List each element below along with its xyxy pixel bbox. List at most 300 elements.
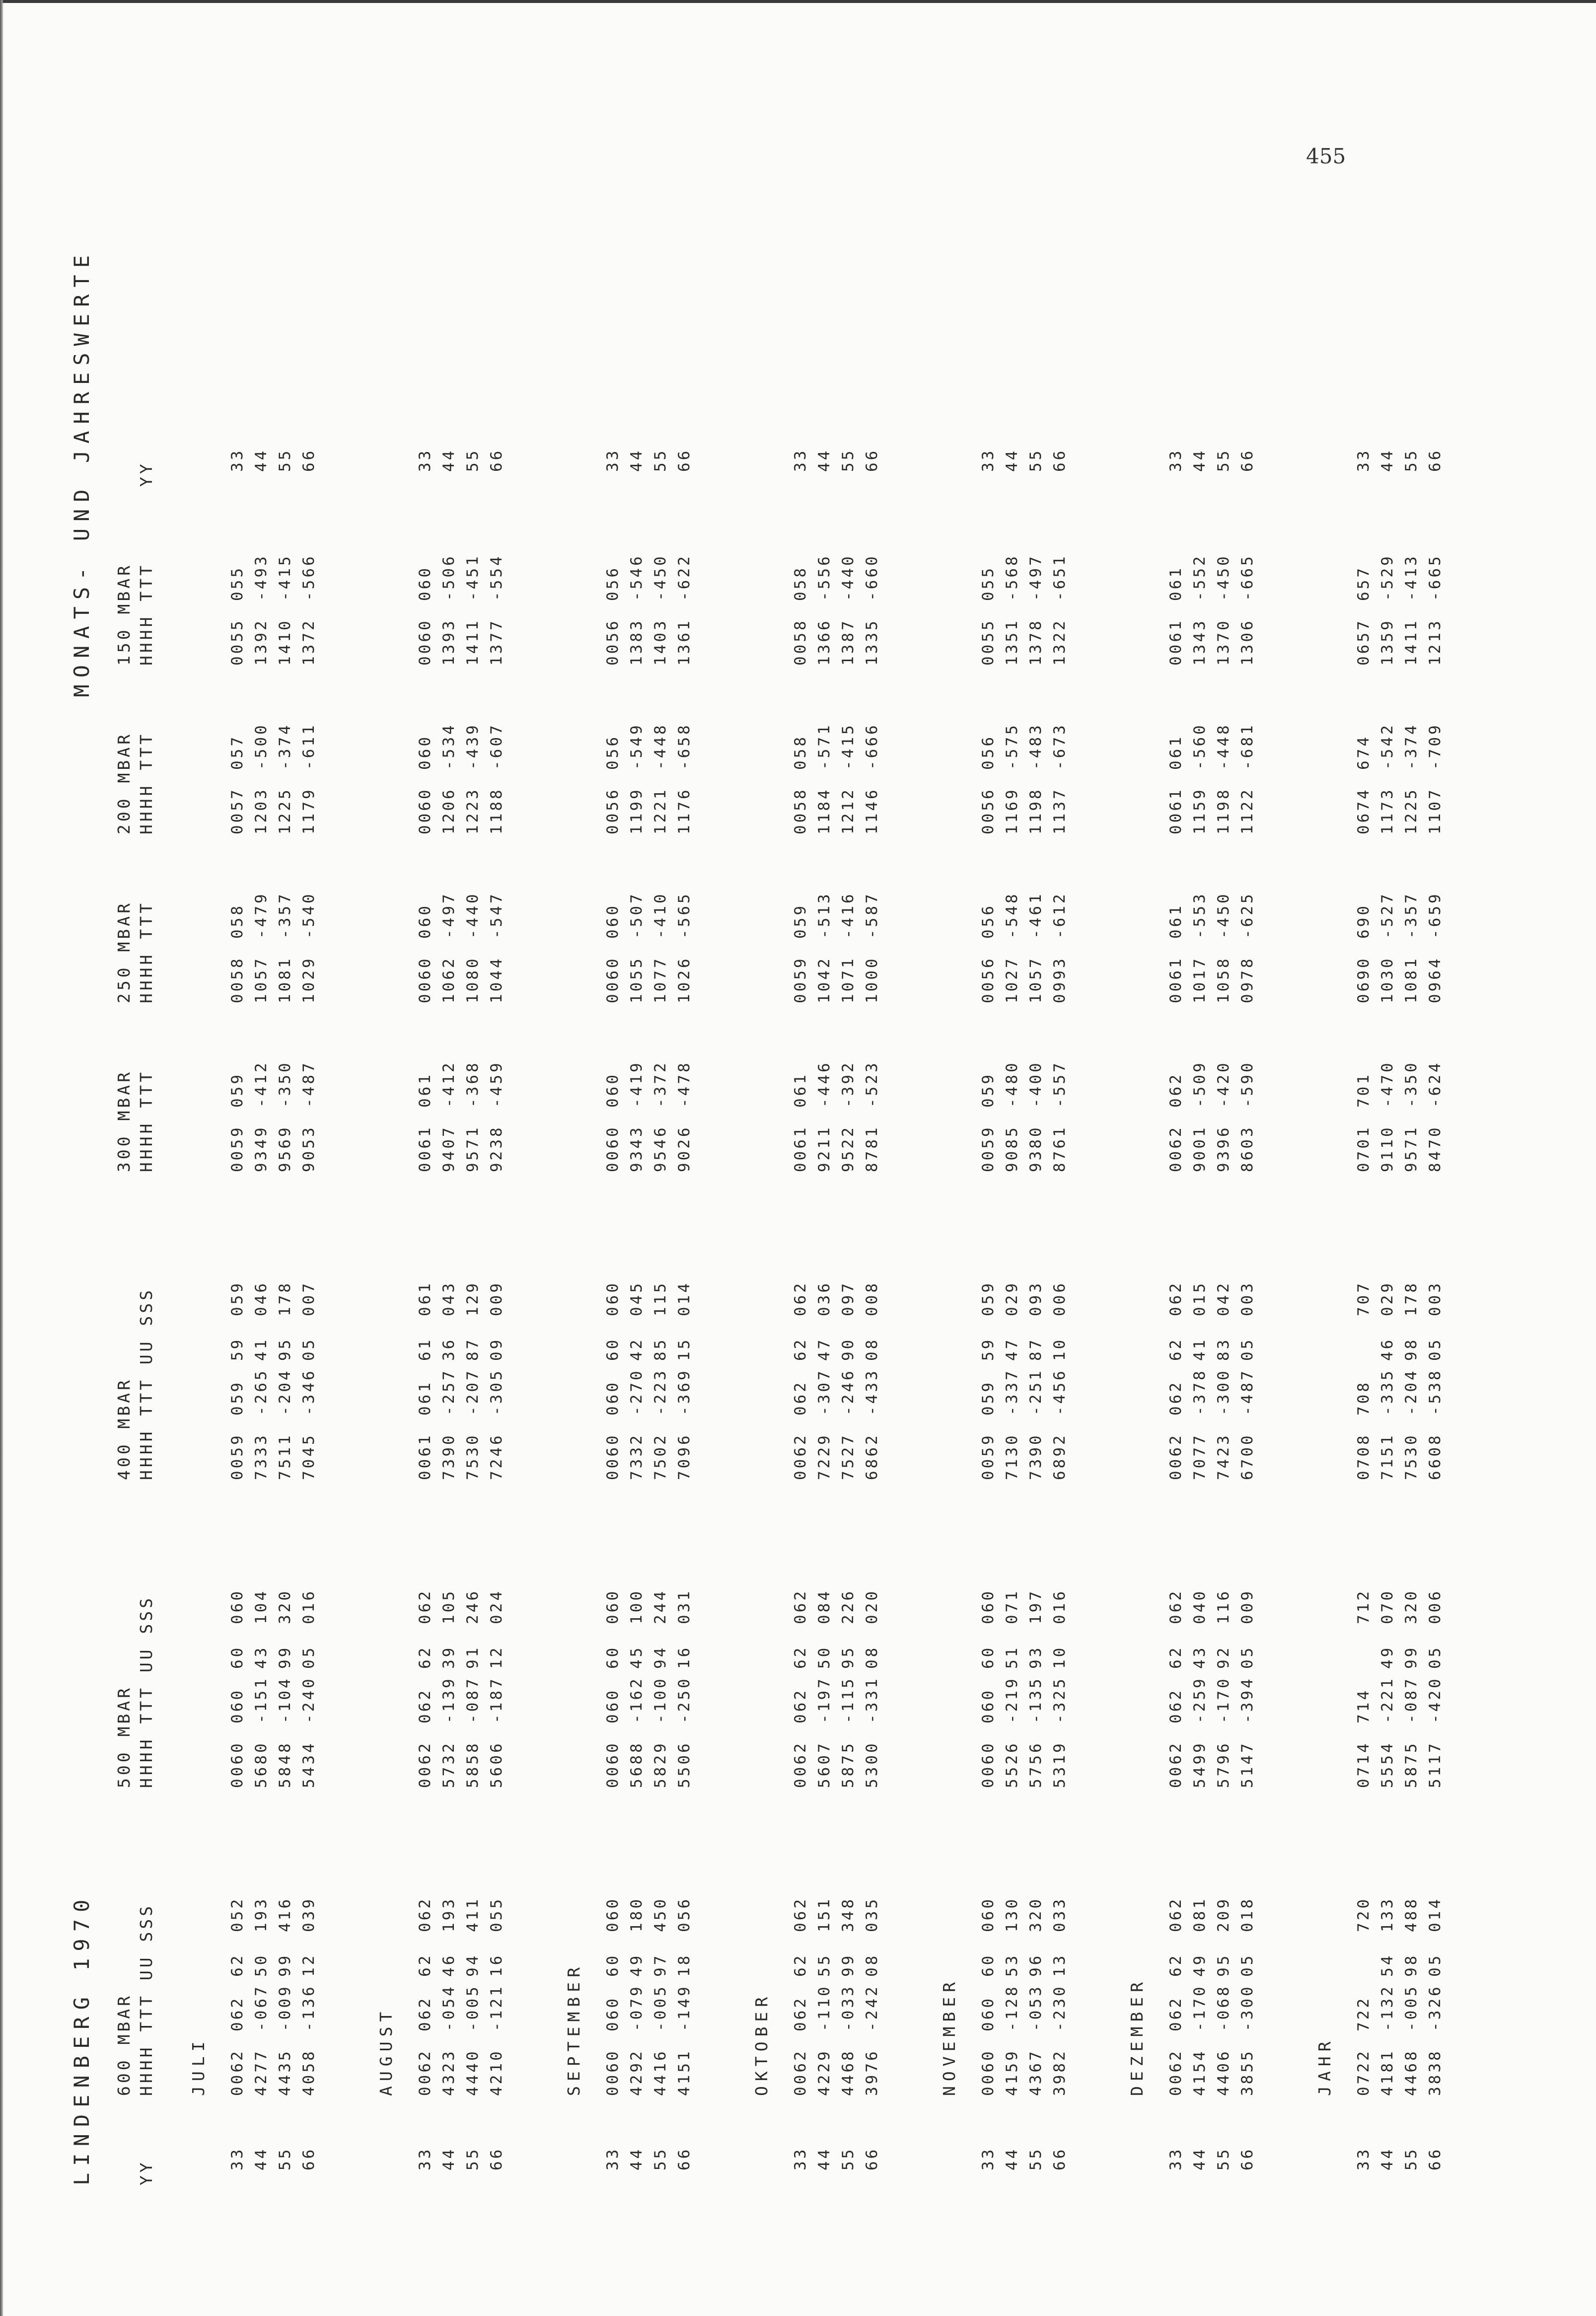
table-cell: 059 [979, 1072, 997, 1108]
table-cell: -527 [1378, 892, 1396, 939]
table-cell: 056 [604, 735, 622, 770]
month-label: SEPTEMBER [564, 1962, 583, 2096]
table-cell: 1184 [815, 787, 833, 834]
table-cell: 60 [228, 1645, 246, 1669]
table-cell: 5434 [300, 1741, 318, 1788]
column-header-pressure: 250 MBAR [114, 900, 134, 1003]
table-cell: 66 [863, 2147, 881, 2170]
table-cell: -587 [863, 892, 881, 939]
table-cell: 1030 [1378, 956, 1396, 1003]
table-cell: 180 [628, 1897, 646, 1932]
table-cell: 83 [1215, 1337, 1233, 1361]
table-cell: 0657 [1355, 618, 1373, 666]
table-cell: 66 [863, 448, 881, 472]
table-cell: 060 [979, 1996, 997, 2031]
table-cell: 062 [1167, 1996, 1185, 2031]
column-header-pressure: 600 MBAR [114, 1993, 134, 2096]
table-cell: 0060 [604, 1741, 622, 1788]
table-cell: 1058 [1215, 956, 1233, 1003]
table-cell: 66 [675, 448, 693, 472]
table-cell: 062 [416, 1996, 434, 2031]
table-cell: -651 [1051, 554, 1069, 601]
table-cell: 95 [1215, 1953, 1233, 1977]
table-cell: -100 [652, 1676, 669, 1723]
table-cell: -483 [1027, 723, 1045, 770]
table-cell: 60 [604, 1337, 622, 1361]
table-cell: 87 [1027, 1337, 1045, 1361]
table-cell: 4435 [276, 2049, 294, 2096]
table-cell: 320 [1027, 1897, 1045, 1932]
table-cell: -681 [1238, 723, 1256, 770]
table-cell: 0058 [792, 618, 809, 666]
table-cell: -207 [464, 1368, 482, 1416]
table-cell: 193 [440, 1897, 458, 1932]
table-cell: -560 [1191, 723, 1209, 770]
table-cell: -659 [1426, 892, 1444, 939]
table-cell: -433 [863, 1368, 881, 1416]
table-cell: -151 [252, 1676, 270, 1723]
table-cell: 55 [652, 2147, 669, 2170]
table-cell: 016 [300, 1589, 318, 1624]
table-cell: 62 [416, 1953, 434, 1977]
table-cell: 062 [416, 1897, 434, 1932]
table-cell: 046 [252, 1281, 270, 1316]
table-cell: -448 [1215, 723, 1233, 770]
table-cell: 10 [1051, 1645, 1069, 1669]
table-cell: -450 [1215, 892, 1233, 939]
table-cell: -487 [1238, 1368, 1256, 1416]
table-cell: -548 [1003, 892, 1021, 939]
table-cell: 062 [1167, 1281, 1185, 1316]
table-row [300, 397, 320, 2185]
table-cell: 93 [1027, 1645, 1045, 1669]
table-cell: 060 [604, 1996, 622, 2031]
table-cell: 0058 [792, 787, 809, 834]
table-cell: 061 [416, 1072, 434, 1108]
table-cell: 4210 [488, 2049, 506, 2096]
table-cell: 55 [1027, 2147, 1045, 2170]
table-cell: 244 [652, 1589, 669, 1624]
table-cell: -565 [675, 892, 693, 939]
table-cell: 62 [1167, 1645, 1185, 1669]
table-cell: 0062 [792, 1741, 809, 1788]
table-cell: 348 [839, 1897, 857, 1932]
table-cell: 081 [1191, 1897, 1209, 1932]
table-cell: 33 [228, 448, 246, 472]
column-header-fields: HHHH TTT UU SSS [137, 1595, 156, 1788]
table-cell: 0722 [1355, 2049, 1373, 2096]
table-cell: 5875 [1402, 1741, 1420, 1788]
table-cell: 05 [300, 1645, 318, 1669]
table-cell: 0993 [1051, 956, 1069, 1003]
table-cell: 062 [792, 1996, 809, 2031]
table-cell: 1411 [1402, 618, 1420, 666]
table-cell: 5796 [1215, 1741, 1233, 1788]
table-cell: 1225 [1402, 787, 1420, 834]
table-cell: 44 [440, 2147, 458, 2170]
table-cell: 55 [1215, 448, 1233, 472]
table-cell: -005 [464, 1984, 482, 2031]
table-cell: -529 [1378, 554, 1396, 601]
table-cell: 062 [416, 1589, 434, 1624]
table-cell: -410 [652, 892, 669, 939]
table-cell: 104 [252, 1589, 270, 1624]
table-cell: 320 [1402, 1589, 1420, 1624]
table-cell: 008 [863, 1281, 881, 1316]
table-row [488, 397, 508, 2185]
table-cell: 1042 [815, 956, 833, 1003]
table-cell: 045 [628, 1281, 646, 1316]
table-cell: 1370 [1215, 618, 1233, 666]
table-cell: -450 [1215, 554, 1233, 601]
table-cell: -439 [464, 723, 482, 770]
table-cell: -420 [1215, 1060, 1233, 1108]
table-cell: 0059 [792, 956, 809, 1003]
table-cell: 1017 [1191, 956, 1209, 1003]
values-title: MONATS- UND JAHRESWERTE [70, 248, 94, 697]
table-cell: -625 [1238, 892, 1256, 939]
table-cell: 060 [604, 1897, 622, 1932]
table-cell: 60 [604, 1645, 622, 1669]
table-cell: -325 [1051, 1676, 1069, 1723]
table-cell: -412 [252, 1060, 270, 1108]
table-cell: 05 [300, 1337, 318, 1361]
table-cell: 8603 [1238, 1125, 1256, 1172]
table-cell: 0061 [1167, 618, 1185, 666]
table-cell: 43 [1191, 1645, 1209, 1669]
table-cell: 061 [416, 1380, 434, 1416]
table-cell: 129 [464, 1281, 482, 1316]
table-cell: 1378 [1027, 618, 1045, 666]
table-cell: 3976 [863, 2049, 881, 2096]
table-cell: 056 [604, 566, 622, 601]
table-cell: -412 [440, 1060, 458, 1108]
table-cell: -331 [863, 1676, 881, 1723]
table-cell: 059 [979, 1380, 997, 1416]
table-cell: 4416 [652, 2049, 669, 2096]
table-cell: 016 [1051, 1589, 1069, 1624]
table-cell: 12 [488, 1645, 506, 1669]
column-header-pressure: 500 MBAR [114, 1685, 134, 1788]
table-cell: 1366 [815, 618, 833, 666]
table-cell: 50 [815, 1645, 833, 1669]
table-cell: -251 [1027, 1368, 1045, 1416]
table-cell: 036 [815, 1281, 833, 1316]
table-cell: -556 [815, 554, 833, 601]
table-cell: -612 [1051, 892, 1069, 939]
table-cell: 1377 [488, 618, 506, 666]
table-cell: 657 [1355, 566, 1373, 601]
table-cell: -221 [1378, 1676, 1396, 1723]
table-cell: 1137 [1051, 787, 1069, 834]
table-cell: -305 [488, 1368, 506, 1416]
table-cell: 44 [1378, 448, 1396, 472]
table-cell: 92 [1215, 1645, 1233, 1669]
table-cell: 47 [815, 1337, 833, 1361]
table-cell: 33 [979, 448, 997, 472]
table-cell: 66 [300, 448, 318, 472]
table-cell: 056 [979, 735, 997, 770]
table-cell: 9053 [300, 1125, 318, 1172]
table-cell: 060 [979, 1589, 997, 1624]
table-cell: 5875 [839, 1741, 857, 1788]
table-cell: 0055 [228, 618, 246, 666]
table-cell: 0062 [416, 2049, 434, 2096]
table-cell: -300 [1238, 1984, 1256, 2031]
table-cell: 0057 [228, 787, 246, 834]
table-cell: -394 [1238, 1676, 1256, 1723]
table-cell: 1335 [863, 618, 881, 666]
table-cell: 94 [652, 1645, 669, 1669]
table-cell: 1383 [628, 618, 646, 666]
table-cell: 060 [604, 1072, 622, 1108]
table-cell: 9571 [1402, 1125, 1420, 1172]
table-cell: 7077 [1191, 1433, 1209, 1480]
table-cell: -513 [815, 892, 833, 939]
table-cell: 1057 [252, 956, 270, 1003]
table-row [464, 397, 484, 2185]
table-cell: 08 [863, 1953, 881, 1977]
table-cell: 5829 [652, 1741, 669, 1788]
table-cell: -005 [652, 1984, 669, 2031]
table-cell: -110 [815, 1984, 833, 2031]
table-cell: 7423 [1215, 1433, 1233, 1480]
table-cell: 062 [228, 1996, 246, 2031]
table-cell: -568 [1003, 554, 1021, 601]
month-label: JAHR [1315, 2036, 1334, 2096]
table-cell: 9085 [1003, 1125, 1021, 1172]
month-label: NOVEMBER [940, 1977, 959, 2096]
table-cell: 66 [1238, 448, 1256, 472]
table-cell: -350 [276, 1060, 294, 1108]
table-cell: -487 [300, 1060, 318, 1108]
table-cell: 05 [1238, 1337, 1256, 1361]
table-cell: 99 [276, 1953, 294, 1977]
table-cell: -307 [815, 1368, 833, 1416]
table-cell: 10 [1051, 1337, 1069, 1361]
table-cell: -372 [652, 1060, 669, 1108]
table-cell: 60 [979, 1645, 997, 1669]
table-cell: -554 [488, 554, 506, 601]
table-cell: 1223 [464, 787, 482, 834]
table-cell: 5756 [1027, 1741, 1045, 1788]
table-cell: -497 [440, 892, 458, 939]
table-cell: 44 [440, 448, 458, 472]
table-cell: 1351 [1003, 618, 1021, 666]
table-cell: 6608 [1426, 1433, 1444, 1480]
table-row [1402, 397, 1422, 2185]
table-cell: 0061 [416, 1125, 434, 1172]
table-cell: 197 [1027, 1589, 1045, 1624]
table-cell: 55 [1215, 2147, 1233, 2170]
table-cell: -170 [1215, 1676, 1233, 1723]
table-cell: -470 [1378, 1060, 1396, 1108]
table-cell: 043 [440, 1281, 458, 1316]
table-cell: -665 [1238, 554, 1256, 601]
table-row [604, 397, 624, 2185]
table-row [228, 397, 248, 2185]
table-cell: 0714 [1355, 1741, 1373, 1788]
table-cell: 6700 [1238, 1433, 1256, 1480]
column-header-fields: HHHH TTT UU SSS [137, 1903, 156, 2096]
table-cell: 7511 [276, 1433, 294, 1480]
table-cell: -553 [1191, 892, 1209, 939]
table-cell: 9380 [1027, 1125, 1045, 1172]
table-cell: 1029 [300, 956, 318, 1003]
table-cell: 1173 [1378, 787, 1396, 834]
table-cell: 9110 [1378, 1125, 1396, 1172]
table-cell: 7390 [1027, 1433, 1045, 1480]
table-cell: 061 [1167, 735, 1185, 770]
table-cell: -552 [1191, 554, 1209, 601]
table-cell: 0056 [979, 787, 997, 834]
table-cell: -033 [839, 1984, 857, 2031]
table-cell: 1306 [1238, 618, 1256, 666]
table-cell: 55 [1027, 448, 1045, 472]
table-cell: -479 [252, 892, 270, 939]
table-cell: 246 [464, 1589, 482, 1624]
table-cell: -459 [488, 1060, 506, 1108]
table-cell: 226 [839, 1589, 857, 1624]
table-cell: 66 [488, 2147, 506, 2170]
table-cell: 0060 [979, 1741, 997, 1788]
table-cell: 1225 [276, 787, 294, 834]
column-headers [114, 248, 194, 2185]
rotated-printout [65, 248, 1505, 2185]
table-cell: 50 [252, 1953, 270, 1977]
table-row [1215, 397, 1234, 2185]
table-cell: -500 [252, 723, 270, 770]
table-cell: 05 [1238, 1645, 1256, 1669]
table-cell: 1203 [252, 787, 270, 834]
table-cell: 0062 [1167, 2049, 1185, 2096]
table-cell: -139 [440, 1676, 458, 1723]
table-cell: 0060 [416, 618, 434, 666]
table-cell: 062 [792, 1589, 809, 1624]
table-cell: 05 [1426, 1337, 1444, 1361]
table-cell: 0056 [604, 618, 622, 666]
table-cell: -448 [652, 723, 669, 770]
table-cell: 1176 [675, 787, 693, 834]
table-cell: 178 [276, 1281, 294, 1316]
table-row [440, 397, 460, 2185]
table-row [416, 397, 436, 2185]
table-cell: 66 [1051, 2147, 1069, 2170]
table-cell: 66 [300, 2147, 318, 2170]
table-cell: 0062 [792, 2049, 809, 2096]
table-cell: 4151 [675, 2049, 693, 2096]
table-cell: 031 [675, 1589, 693, 1624]
table-cell: 41 [252, 1337, 270, 1361]
table-row [1051, 397, 1071, 2185]
table-cell: 1359 [1378, 618, 1396, 666]
table-cell: 0062 [1167, 1125, 1185, 1172]
page-number: 455 [1306, 144, 1346, 168]
table-cell: 9546 [652, 1125, 669, 1172]
table-cell: 1122 [1238, 787, 1256, 834]
table-cell: -575 [1003, 723, 1021, 770]
table-cell: 014 [675, 1281, 693, 1316]
table-cell: 4323 [440, 2049, 458, 2096]
table-cell: 060 [604, 1589, 622, 1624]
table-cell: 1343 [1191, 618, 1209, 666]
table-row [1167, 397, 1187, 2185]
table-cell: 7130 [1003, 1433, 1021, 1480]
table-cell: 99 [1402, 1645, 1420, 1669]
table-cell: 49 [1378, 1645, 1396, 1669]
table-cell: -666 [863, 723, 881, 770]
table-cell: -357 [276, 892, 294, 939]
table-cell: 116 [1215, 1589, 1233, 1624]
table-cell: 040 [1191, 1589, 1209, 1624]
table-cell: 44 [628, 2147, 646, 2170]
table-cell: 45 [628, 1645, 646, 1669]
table-cell: 90 [839, 1337, 857, 1361]
table-cell: 1206 [440, 787, 458, 834]
table-cell: -135 [1027, 1676, 1045, 1723]
table-cell: 0060 [228, 1741, 246, 1788]
table-cell: 1198 [1027, 787, 1045, 834]
table-cell: 5499 [1191, 1741, 1209, 1788]
table-cell: 41 [1191, 1337, 1209, 1361]
column-header-pressure: 150 MBAR [114, 563, 134, 666]
table-cell: 8761 [1051, 1125, 1069, 1172]
table-cell: 05 [1426, 1953, 1444, 1977]
table-cell: 0060 [604, 1433, 622, 1480]
table-cell: 058 [228, 903, 246, 939]
table-cell: 0055 [979, 618, 997, 666]
table-cell: 13 [1051, 1953, 1069, 1977]
table-cell: 4159 [1003, 2049, 1021, 2096]
table-cell: 33 [416, 2147, 434, 2170]
table-cell: 66 [1426, 2147, 1444, 2170]
table-cell: 060 [979, 1897, 997, 1932]
table-cell: -009 [276, 1984, 294, 2031]
table-cell: 060 [604, 1380, 622, 1416]
column-header-pressure: 400 MBAR [114, 1377, 134, 1480]
table-cell: 060 [604, 1688, 622, 1723]
table-cell: -087 [1402, 1676, 1420, 1723]
table-cell: -480 [1003, 1060, 1021, 1108]
table-cell: 0060 [979, 2049, 997, 2096]
table-cell: 062 [792, 1897, 809, 1932]
table-cell: 95 [839, 1645, 857, 1669]
table-cell: 009 [488, 1281, 506, 1316]
table-cell: 0060 [604, 956, 622, 1003]
table-cell: -446 [815, 1060, 833, 1108]
table-row [1238, 397, 1258, 2185]
table-cell: -337 [1003, 1368, 1021, 1416]
table-cell: 0061 [416, 1433, 434, 1480]
table-cell: 55 [464, 2147, 482, 2170]
table-row [276, 397, 296, 2185]
table-cell: 4154 [1191, 2049, 1209, 2096]
table-cell: 061 [416, 1281, 434, 1316]
table-cell: 0964 [1426, 956, 1444, 1003]
table-cell: 15 [675, 1337, 693, 1361]
table-cell: 1212 [839, 787, 857, 834]
table-cell: 4440 [464, 2049, 482, 2096]
table-cell: 416 [276, 1897, 294, 1932]
table-cell: -413 [1402, 554, 1420, 601]
table-cell: -566 [300, 554, 318, 601]
table-cell: -079 [628, 1984, 646, 2031]
table-cell: 015 [1191, 1281, 1209, 1316]
table-cell: -622 [675, 554, 693, 601]
table-cell: -197 [815, 1676, 833, 1723]
table-cell: -240 [300, 1676, 318, 1723]
table-cell: 070 [1378, 1589, 1396, 1624]
